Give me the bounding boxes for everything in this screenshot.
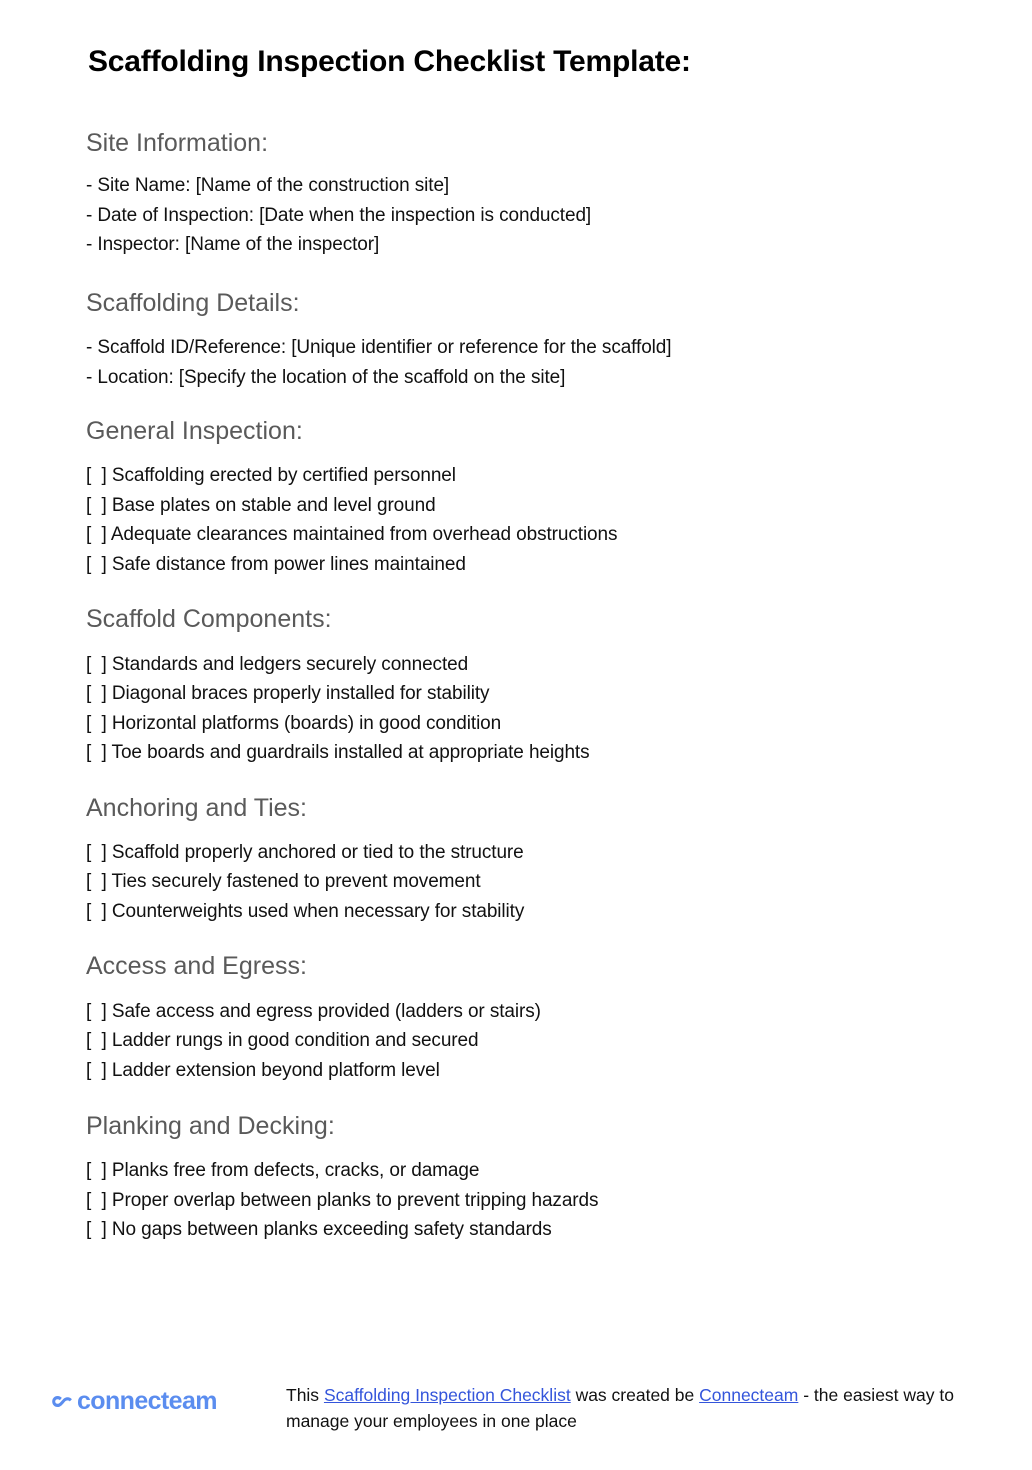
section-heading-scaffolding-details: Scaffolding Details: <box>86 288 300 317</box>
section-planking-and-decking <box>86 1111 972 1245</box>
checklist-item[interactable]: [ ] Scaffold properly anchored or tied to the structure <box>86 841 524 863</box>
checklist-item[interactable]: [ ] Horizontal platforms (boards) in good condition <box>86 712 502 734</box>
checklist-item[interactable]: [ ] Safe distance from power lines maintained <box>86 553 466 575</box>
info-line: - Site Name: [Name of the construction site] <box>86 175 450 197</box>
section-heading-access-and-egress: Access and Egress: <box>86 952 307 981</box>
section-heading-scaffold-components: Scaffold Components: <box>86 605 332 634</box>
document-body <box>86 44 972 1245</box>
section-heading-anchoring-and-ties: Anchoring and Ties: <box>86 793 307 822</box>
page-footer <box>0 1378 1032 1448</box>
footer-text-tail: - the easiest way to manage your employees in one place <box>286 1385 954 1431</box>
section-heading-site-information: Site Information: <box>86 129 269 157</box>
footer-link-checklist[interactable]: Scaffolding Inspection Checklist <box>323 1385 571 1405</box>
infinity-loop-icon <box>52 1393 76 1413</box>
section-lines-planking-and-decking <box>86 1156 972 1245</box>
footer-text-intro: This <box>286 1385 324 1405</box>
footer-attribution-text <box>286 1382 986 1434</box>
info-line: - Scaffold ID/Reference: [Unique identifier or reference for the scaffold] <box>86 337 672 358</box>
checklist-item[interactable]: [ ] Ladder extension beyond platform level <box>86 1059 440 1081</box>
checklist-item[interactable]: [ ] Scaffolding erected by certified personnel <box>86 465 456 487</box>
section-general-inspection <box>86 416 972 579</box>
section-lines-scaffold-components <box>86 650 972 768</box>
connecteam-logo-text: connecteam <box>77 1386 217 1415</box>
section-lines-scaffolding-details <box>86 333 972 392</box>
section-access-and-egress <box>86 951 972 1085</box>
connecteam-logo[interactable] <box>52 1386 252 1416</box>
checklist-item[interactable]: [ ] Safe access and egress provided (ladders or stairs) <box>86 1000 541 1022</box>
section-lines-access-and-egress <box>86 997 972 1086</box>
section-scaffolding-details <box>86 288 972 392</box>
section-heading-general-inspection: General Inspection: <box>86 417 303 445</box>
checklist-item[interactable]: [ ] Counterweights used when necessary for stability <box>86 900 525 922</box>
section-anchoring-and-ties <box>86 793 972 927</box>
checklist-item[interactable]: [ ] No gaps between planks exceeding safety standards <box>86 1219 552 1241</box>
section-lines-anchoring-and-ties <box>86 838 972 927</box>
section-scaffold-components <box>86 604 972 767</box>
checklist-item[interactable]: [ ] Diagonal braces properly installed for stability <box>86 683 490 704</box>
checklist-item[interactable]: [ ] Planks free from defects, cracks, or damage <box>86 1160 480 1182</box>
section-lines-general-inspection <box>86 461 972 579</box>
footer-text-middle: was created be <box>570 1385 700 1405</box>
checklist-item[interactable]: [ ] Base plates on stable and level ground <box>86 494 436 516</box>
info-line: - Date of Inspection: [Date when the inspection is conducted] <box>86 204 592 226</box>
section-lines-site-information <box>86 171 972 260</box>
footer-link-connecteam[interactable]: Connecteam <box>699 1385 799 1405</box>
section-heading-planking-and-decking: Planking and Decking: <box>86 1112 335 1140</box>
checklist-item[interactable]: [ ] Ties securely fastened to prevent movement <box>86 871 481 893</box>
checklist-item[interactable]: [ ] Toe boards and guardrails installed at appropriate heights <box>86 742 590 763</box>
page-title: Scaffolding Inspection Checklist Template: <box>88 45 691 78</box>
checklist-item[interactable]: [ ] Standards and ledgers securely connected <box>86 653 469 675</box>
section-site-information <box>86 128 972 260</box>
checklist-item[interactable]: [ ] Proper overlap between planks to prevent tripping hazards <box>86 1189 599 1211</box>
checklist-item[interactable]: [ ] Ladder rungs in good condition and secured <box>86 1030 479 1051</box>
info-line: - Inspector: [Name of the inspector] <box>86 234 380 256</box>
checklist-item[interactable]: [ ] Adequate clearances maintained from overhead obstructions <box>86 524 618 546</box>
info-line: - Location: [Specify the location of the scaffold on the site] <box>86 366 566 388</box>
